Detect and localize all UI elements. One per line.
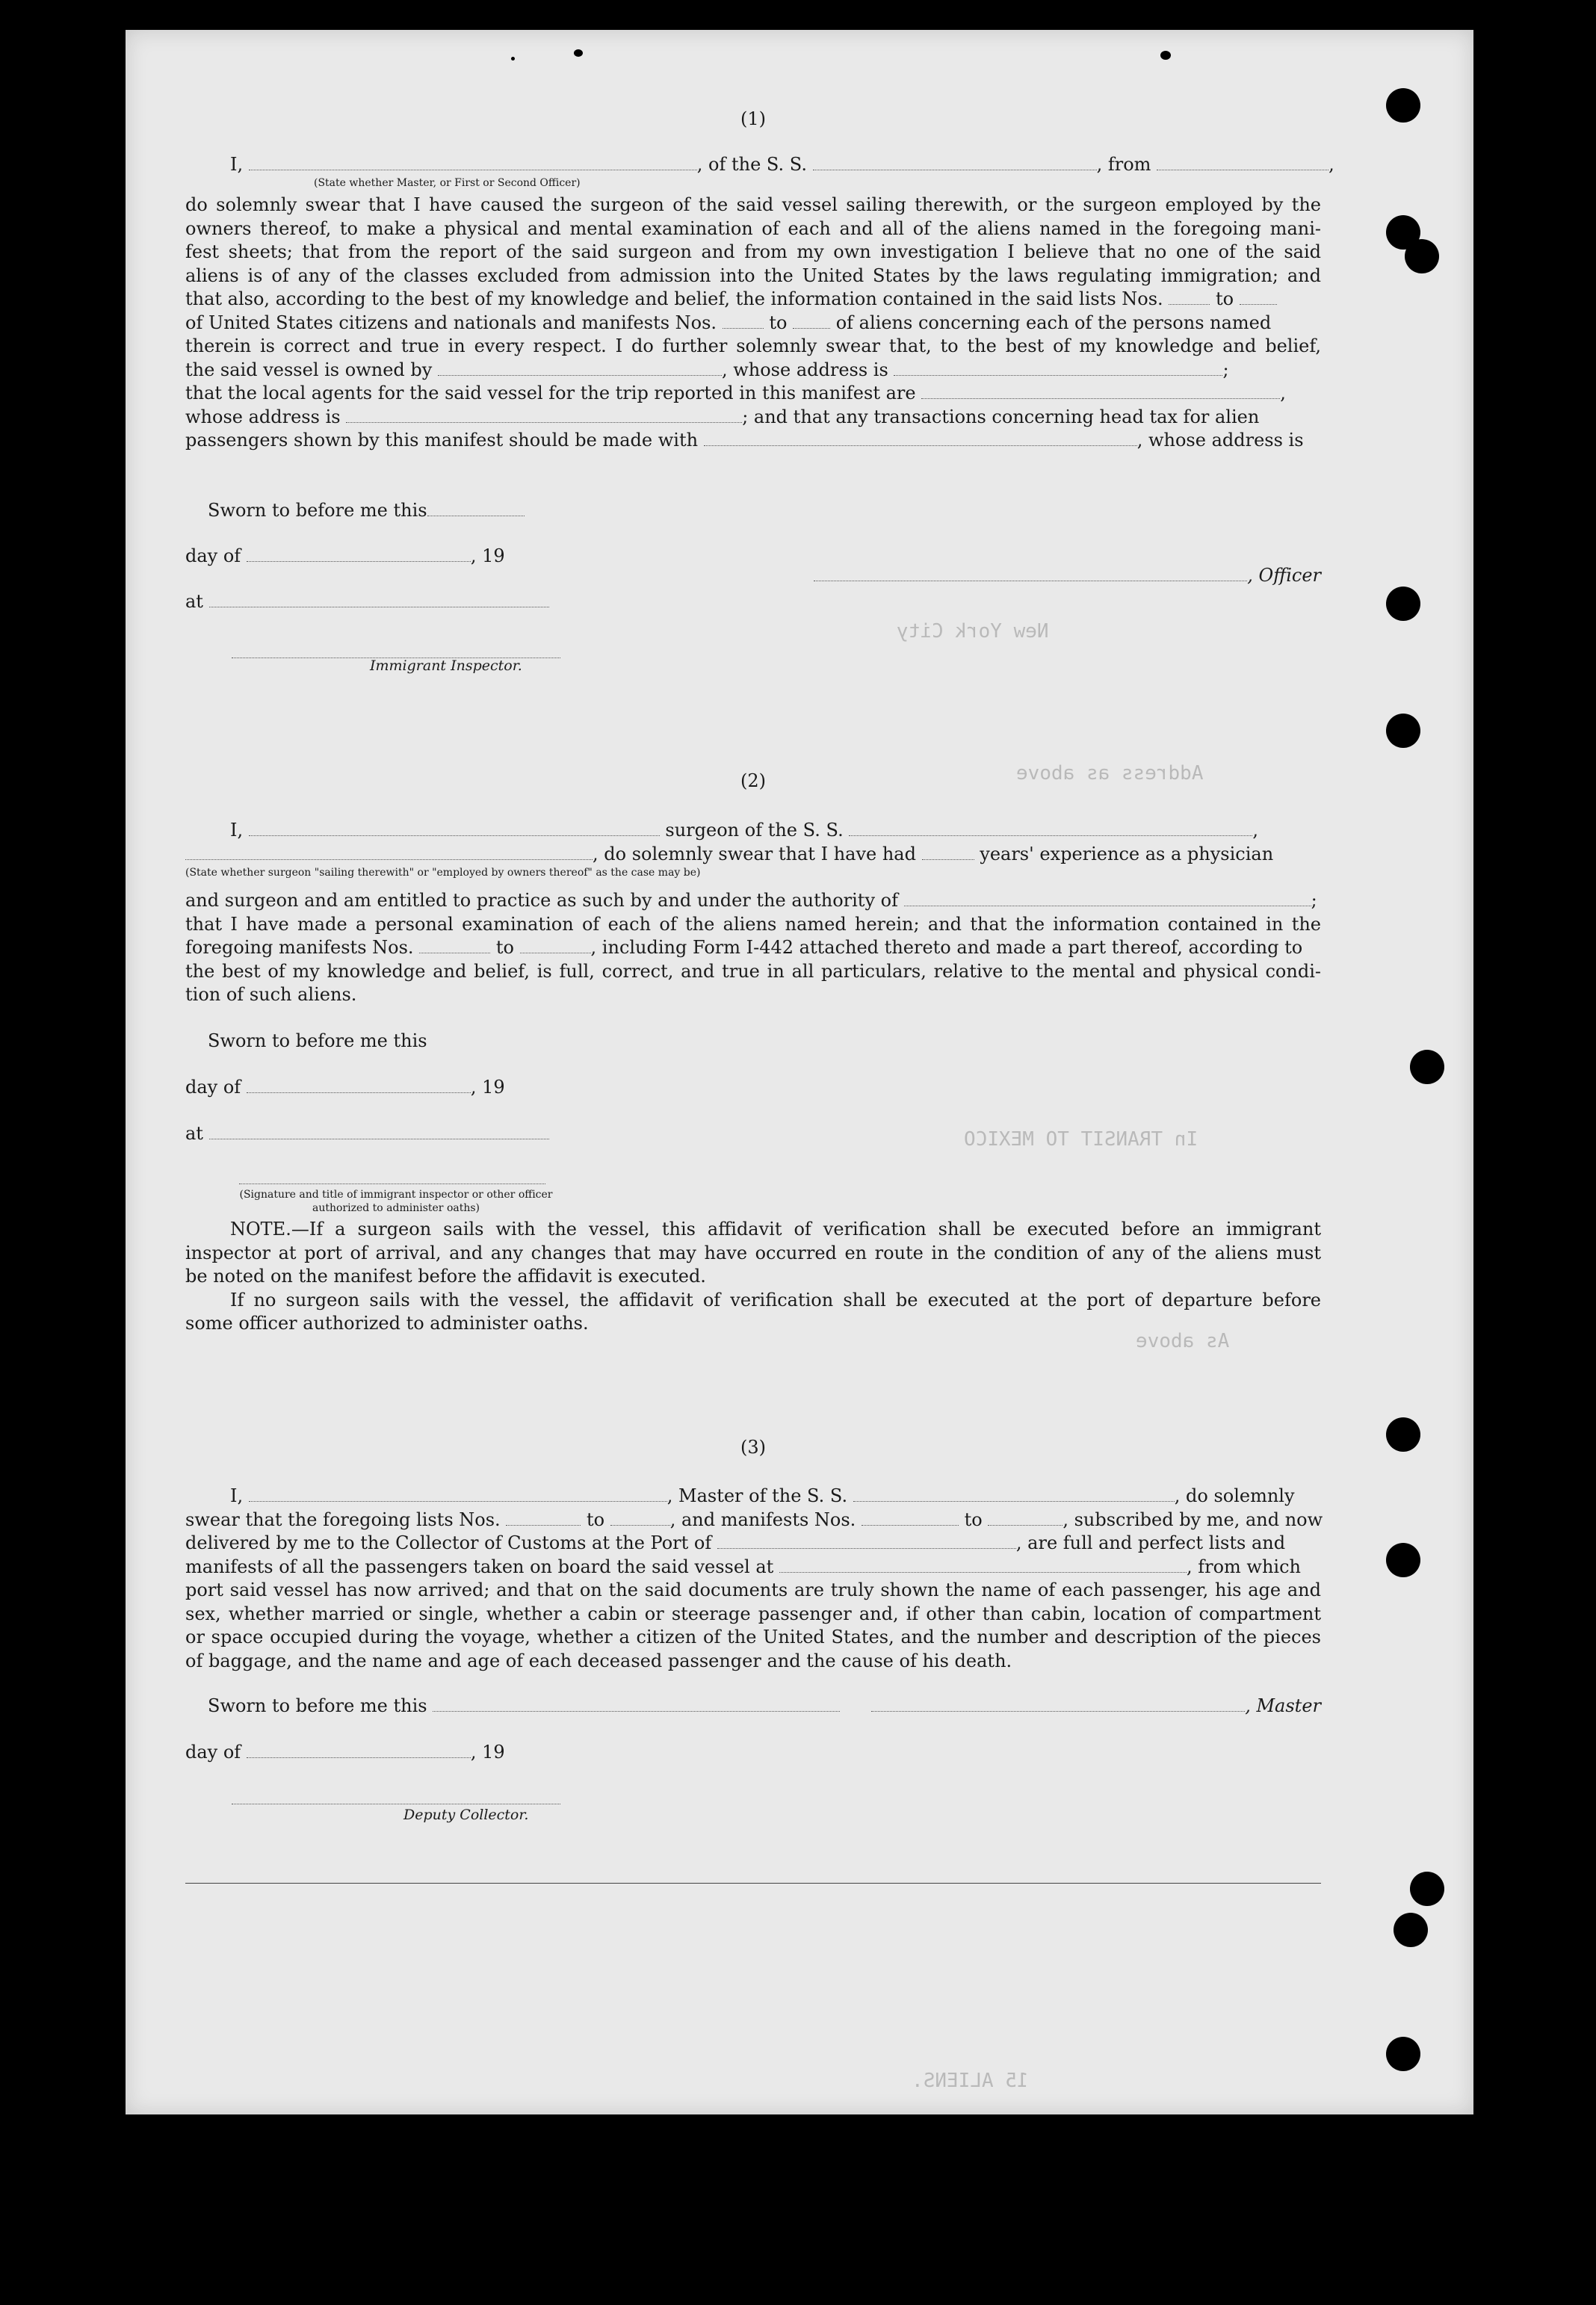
punch-hole: [1386, 1417, 1420, 1452]
body-line: of baggage, and the name and age of each deceased passenger and the cause of his death.: [185, 1650, 1012, 1671]
note-line: some officer authorized to administer oaths.: [185, 1313, 589, 1334]
deputy-signature-line: [232, 1787, 1367, 1811]
section-2-number: (2): [740, 770, 766, 791]
sworn-line-3: Sworn to before me this: [208, 1695, 1343, 1718]
label: , from: [1096, 154, 1151, 175]
punch-hole: [1410, 1872, 1444, 1906]
body-line: swear that the foregoing lists Nos. to , and manifests Nos. to , subscribed by me, and now: [185, 1509, 1323, 1530]
body-line: the best of my knowledge and belief, is full, correct, and true in all particulars, relative to the mental and physical condi-: [185, 960, 1321, 982]
day-line-2: day of , 19: [185, 1077, 505, 1098]
note-block: [185, 1218, 1321, 1336]
punch-hole: [1410, 1050, 1444, 1084]
section-2-oath-header: I, surgeon of the S. S. ,: [230, 820, 1258, 841]
deputy-collector-label: Deputy Collector.: [403, 1807, 529, 1823]
divider-line: [185, 1883, 1321, 1884]
officer-name-field: [249, 155, 697, 170]
bleed-through-text: In TRANSIT TO MEXICO: [964, 1128, 1198, 1151]
signature-note: (Signature and title of immigrant inspector or other officer authorized to administer oaths): [239, 1189, 553, 1214]
body-line: therein is correct and true in every respect. I do further solemnly swear that, to the best of my knowledge and belief,: [185, 335, 1321, 356]
immigrant-inspector-label: Immigrant Inspector.: [370, 658, 522, 674]
body-line: manifests of all the passengers taken on board the said vessel at , from which: [185, 1556, 1301, 1577]
day-line-1: day of , 19: [185, 545, 505, 566]
section-2-body: [185, 889, 1321, 1007]
section-1-oath-header: [185, 153, 1321, 177]
body-line: that the local agents for the said vessel for the trip reported in this manifest are ,: [185, 383, 1286, 403]
section-1-body: [185, 194, 1321, 453]
body-line: that I have made a personal examination of each of the aliens named herein; and that the information contained in the: [185, 913, 1321, 935]
at-line-1: at: [185, 590, 1321, 614]
body-line: aliens is of any of the classes excluded from admission into the United States by the laws regulating immigration; and: [185, 264, 1321, 286]
body-line: I, , Master of the S. S. , do solemnly: [230, 1485, 1295, 1506]
punch-hole: [1386, 1543, 1420, 1577]
vessel-field: [813, 155, 1097, 170]
section-3-body: [185, 1485, 1321, 1673]
bleed-through-text: New York City: [897, 620, 1049, 643]
body-line: the said vessel is owned by , whose address is ;: [185, 359, 1229, 380]
body-line: and surgeon and am entitled to practice as such by and under the authority of ;: [185, 890, 1317, 911]
punch-hole: [1386, 2037, 1420, 2071]
body-line: do solemnly swear that I have caused the surgeon of the said vessel sailing therewith, or the surgeon employed by the: [185, 194, 1321, 215]
body-line: that also, according to the best of my knowledge and belief, the information contained in the said lists Nos. to: [185, 288, 1321, 312]
sworn-line-2: Sworn to before me this: [208, 1030, 427, 1051]
master-signature-line: , Master: [867, 1695, 1321, 1718]
port-field: [1157, 155, 1329, 170]
body-line: or space occupied during the voyage, whether a citizen of the United States, and the number and description of the pieces: [185, 1627, 1321, 1647]
bleed-through-text: As above: [1136, 1330, 1230, 1352]
section-2-swear-line: , do solemnly swear that I have had years' experience as a physician: [185, 843, 1321, 867]
state-note: (State whether Master, or First or Second Officer): [314, 177, 581, 189]
section-3-number: (3): [740, 1437, 766, 1458]
note-line: If no surgeon sails with the vessel, the affidavit of verification shall be executed at the port of departure before: [230, 1289, 1321, 1311]
label: , of the S. S.: [696, 154, 807, 175]
body-line: passengers shown by this manifest should be made with , whose address is: [185, 430, 1304, 451]
bleed-through-text: 15 ALIENS.: [912, 2070, 1029, 2092]
officer-signature-line: , Officer: [807, 564, 1321, 588]
ink-speck: [574, 49, 583, 57]
note-line: NOTE.—If a surgeon sails with the vessel, this affidavit of verification shall be executed before an immigrant: [230, 1219, 1321, 1240]
officer-signature-line-2: [239, 1167, 1375, 1191]
body-line: tion of such aliens.: [185, 984, 357, 1005]
ink-speck: [1160, 51, 1171, 60]
section-1-number: (1): [740, 108, 766, 129]
body-line: sex, whether married or single, whether a cabin or steerage passenger and, if other than cabin, location of compartment: [185, 1603, 1321, 1624]
body-line: delivered by me to the Collector of Customs at the Port of , are full and perfect lists and: [185, 1532, 1286, 1553]
punch-hole: [1386, 88, 1420, 123]
body-line: foregoing manifests Nos. to , including Form I-442 attached thereto and made a part thereof, according to: [185, 937, 1303, 958]
state-note: (State whether surgeon "sailing therewith" or "employed by owners thereof" as the case may be): [185, 867, 701, 879]
punch-hole: [1386, 587, 1420, 621]
day-line-3: day of , 19: [185, 1742, 505, 1763]
bleed-through-text: Address as above: [1016, 762, 1204, 785]
label: I,: [230, 154, 244, 175]
sworn-line-1: Sworn to before me this: [208, 499, 1343, 523]
note-line: inspector at port of arrival, and any changes that may have occurred en route in the condition of any of the aliens must: [185, 1242, 1321, 1263]
body-line: owners thereof, to make a physical and mental examination of each and all of the aliens named in the foregoing mani-: [185, 217, 1321, 239]
punch-hole: [1405, 239, 1439, 273]
ink-speck: [511, 57, 515, 61]
at-line-2: at: [185, 1122, 1321, 1146]
body-line: port said vessel has now arrived; and that on the said documents are truly shown the name of each passenger, his age and: [185, 1580, 1321, 1600]
punch-hole: [1386, 714, 1420, 748]
punch-hole: [1394, 1913, 1428, 1947]
body-line: whose address is ; and that any transactions concerning head tax for alien: [185, 406, 1260, 427]
body-line: of United States citizens and nationals and manifests Nos. to of aliens concerning each of the persons named: [185, 312, 1272, 333]
body-line: fest sheets; that from the report of the said surgeon and from my own investigation I believe that no one of the said: [185, 241, 1321, 262]
note-line: be noted on the manifest before the affidavit is executed.: [185, 1266, 706, 1287]
